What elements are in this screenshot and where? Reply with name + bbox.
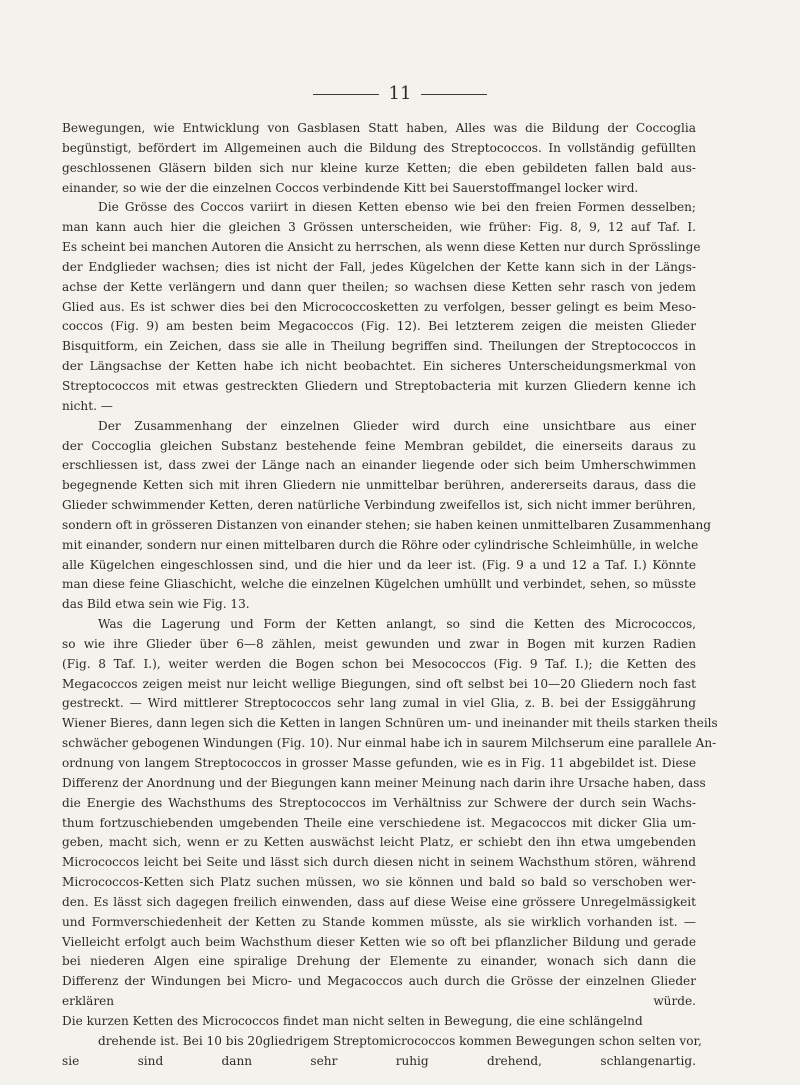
text-line: Die kurzen Ketten des Micrococcos findet man nicht selten in Bewegung, die eine schlängelnd	[62, 1013, 643, 1028]
page-number: 11	[388, 83, 412, 104]
text-line: man kann auch hier die gleichen 3 Grössen unterscheiden, wie früher: Fig. 8, 9, 12 auf Taf. I.	[62, 220, 696, 235]
header-rule-left	[313, 94, 379, 95]
text-line: schwächer gebogenen Windungen (Fig. 10). Nur einmal habe ich in saurem Milchserum eine parallele An-	[62, 736, 717, 751]
text-line: der Längsachse der Ketten habe ich nicht beobachtet. Ein sicheres Unterscheidungsmerkmal von	[62, 359, 696, 374]
text-line: geschlossenen Gläsern bilden sich nur kleine kurze Ketten; die eben gebildeten fallen bald aus-	[62, 160, 696, 175]
text-line: begegnende Ketten sich mit ihren Gliedern nie unmittelbar berühren, andererseits daraus, dass die	[62, 478, 696, 493]
text-line: Differenz der Anordnung und der Biegungen kann meiner Meinung nach darin ihre Ursache haben, dass	[62, 775, 706, 790]
text-line: bei niederen Algen eine spiralige Drehung der Elemente zu einander, wonach sich dann die	[62, 954, 696, 969]
text-line: sondern oft in grösseren Distanzen von einander stehen; sie haben keinen unmittelbaren Zusammenhang	[62, 517, 711, 532]
text-line: Streptococcos mit etwas gestreckten Gliedern und Streptobacteria mit kurzen Gliedern kenne ich	[62, 378, 696, 393]
text-line: Bisquitform, ein Zeichen, dass sie alle in Theilung begriffen sind. Theilungen der Streptococcos in	[62, 339, 696, 354]
text-line: begünstigt, befördert im Allgemeinen auch die Bildung des Streptococcos. In vollständig gefüllten	[62, 140, 696, 155]
header-rule-right	[421, 94, 487, 95]
text-line: sie sind dann sehr ruhig drehend, schlangenartig.	[62, 1053, 696, 1068]
body-text	[62, 119, 718, 1072]
text-line: einander, so wie der die einzelnen Coccos verbindende Kitt bei Sauerstoffmangel locker wird.	[62, 180, 639, 195]
text-line: Es scheint bei manchen Autoren die Ansicht zu herrschen, als wenn diese Ketten nur durch Sprösslinge	[62, 240, 701, 255]
text-line: mit einander, sondern nur einen mittelbaren durch die Röhre oder cylindrische Schleimhülle, in welche	[62, 537, 699, 552]
text-line: nicht. —	[62, 398, 113, 413]
text-line: die Energie des Wachsthums des Streptococcos im Verhältniss zur Schwere der durch sein Wachs-	[62, 795, 696, 810]
text-line: den. Es lässt sich dagegen freilich einwenden, dass auf diese Weise eine grössere Unregelmässigkeit	[62, 894, 696, 909]
text-line: drehende ist. Bei 10 bis 20gliedrigem Streptomicrococcos kommen Bewegungen schon selten vor,	[98, 1033, 702, 1048]
text-line: Differenz der Windungen bei Micro- und Megacoccos auch durch die Grösse der einzelnen Glieder	[62, 974, 696, 989]
text-line: Was die Lagerung und Form der Ketten anlangt, so sind die Ketten des Micrococcos,	[98, 617, 696, 632]
text-line: Die Grösse des Coccos variirt in diesen Ketten ebenso wie bei den freien Formen desselben;	[98, 200, 696, 215]
page-header	[0, 84, 800, 104]
text-line: und Formverschiedenheit der Ketten zu Stande kommen müsste, als sie wirklich vorhanden ist. —	[62, 914, 696, 929]
text-line: Micrococcos leicht bei Seite und lässt sich durch diesen nicht in seinem Wachsthum stören, während	[62, 855, 696, 870]
text-line: geben, macht sich, wenn er zu Ketten auswächst leicht Platz, er schiebt den ihn etwa umgebenden	[62, 835, 696, 850]
text-line: Micrococcos-Ketten sich Platz suchen müssen, wo sie können und bald so bald so verschoben wer-	[62, 875, 696, 890]
text-line: der Endglieder wachsen; dies ist nicht der Fall, jedes Kügelchen der Kette kann sich in der Längs-	[62, 259, 696, 274]
text-line: Der Zusammenhang der einzelnen Glieder wird durch eine unsichtbare aus einer	[98, 418, 696, 433]
text-line: so wie ihre Glieder über 6—8 zählen, meist gewunden und zwar in Bogen mit kurzen Radien	[62, 636, 696, 651]
text-line: Bewegungen, wie Entwicklung von Gasblasen Statt haben, Alles was die Bildung der Coccoglia	[62, 121, 696, 135]
text-line: thum fortzuschiebenden umgebenden Theile eine verschiedene ist. Megacoccos mit dicker Glia um-	[62, 815, 696, 830]
text-line: gestreckt. — Wird mittlerer Streptococcos sehr lang zumal in viel Glia, z. B. bei der Essiggährung	[62, 696, 696, 711]
text-line: das Bild etwa sein wie Fig. 13.	[62, 597, 250, 612]
text-line: erschliessen ist, dass zwei der Länge nach an einander liegende oder sich beim Umherschwimmen	[62, 458, 696, 473]
text-line: achse der Kette verlängern und dann quer theilen; so wachsen diese Ketten sehr rasch von jedem	[62, 279, 696, 294]
text-line: coccos (Fig. 9) am besten beim Megacoccos (Fig. 12). Bei letzterem zeigen die meisten Glieder	[62, 319, 696, 334]
text-line: ordnung von langem Streptococcos in grosser Masse gefunden, wie es in Fig. 11 abgebildet ist. Diese	[62, 756, 696, 770]
text-line: Vielleicht erfolgt auch beim Wachsthum dieser Ketten wie so oft bei pflanzlicher Bildung und gerade	[62, 934, 696, 949]
text-line: Glieder schwimmender Ketten, deren natürliche Verbindung zweifellos ist, sich nicht immer berühren,	[62, 498, 696, 513]
text-line: der Coccoglia gleichen Substanz bestehende feine Membran gebildet, die einerseits daraus zu	[62, 438, 696, 453]
text-line: erklären würde.	[62, 994, 696, 1009]
text-line: Glied aus. Es ist schwer dies bei den Micrococcosketten zu verfolgen, besser gelingt es beim Meso-	[62, 299, 696, 314]
text-line: Wiener Bieres, dann legen sich die Ketten in langen Schnüren um- und ineinander mit theils starken theils	[62, 716, 718, 731]
text-line: (Fig. 8 Taf. I.), weiter werden die Bogen schon bei Mesococcos (Fig. 9 Taf. I.); die Ketten des	[62, 656, 696, 671]
text-line: Megacoccos zeigen meist nur leicht wellige Biegungen, sind oft selbst bei 10—20 Gliedern noch fast	[62, 676, 696, 691]
text-line: alle Kügelchen eingeschlossen sind, und die hier und da leer ist. (Fig. 9 a und 12 a Taf. I.) Könnte	[62, 557, 696, 572]
text-line: man diese feine Gliaschicht, welche die einzelnen Kügelchen umhüllt und verbindet, sehen, so müsste	[62, 577, 696, 592]
